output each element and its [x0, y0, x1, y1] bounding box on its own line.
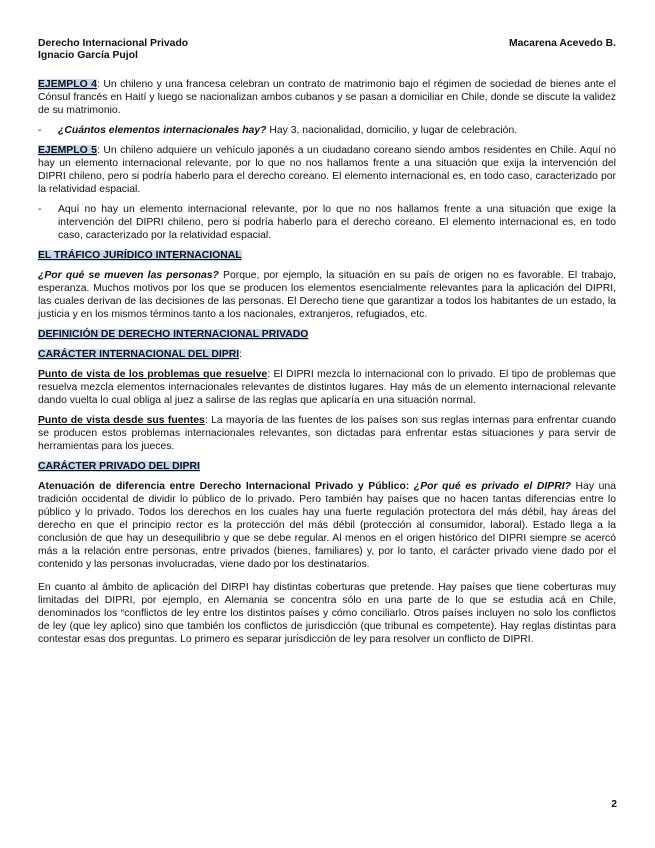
example-4-text: : Un chileno y una francesa celebran un contrato de matrimonio bajo el régimen de sociedad de bienes ante el Cónsul francés en Haití y luego se nacionalizan ambos cubanos y se pasan a domiciliar en Chile, donde se discute la validez de su matrimonio.: [38, 79, 616, 116]
example-5-paragraph: [38, 144, 616, 196]
bullet-text: Aquí no hay un elemento internacional relevante, por lo que no nos hallamos frente a una situación que exige la intervención del DIPRI chileno, pero si podría haberlo para el derecho coreano. El elemento internacional es, en todo caso, caracterizado por la relatividad espacial.: [58, 204, 616, 241]
header-professor: Ignacio García Pujol: [38, 50, 138, 61]
scope-paragraph: En cuanto al ámbito de aplicación del DIRPI hay distintas coberturas que pretende. Hay países que tiene coberturas muy limitadas del DIPRI, por ejemplo, en Alemania se concentra sólo en una parte de lo que se estudia acá en Chile, denominados los “conflictos de ley entre los distintos países y cómo conciliarlo. Otros países incluyen no solo los conflictos de ley (que ley aplico) sino que también los conflictos de jurisdicción (que tribunal es competente). Hay reglas distintas para contestar esas dos preguntas. Lo primero es separar jurisdicción de ley para resolver un conflicto de DIPRI.: [38, 582, 616, 645]
example-4-label: EJEMPLO 4: [38, 79, 97, 90]
bullet-item-relevance: [38, 203, 616, 242]
attenuation-text: Hay una tradición occidental de dividir lo público de lo privado. Pero también hay países que no hacen tantas diferencias entre lo público y lo privado. Todos los derechos en los cuales hay una fuerte regulación protectora del más débil, hay áreas del derecho en que el principio rector es la protección del más débil (protección al consumidor, laboral). Estado llega a la conclusión de que hay un desequilibrio y que se debe regular. Al menos en el origen histórico del DIPRI siempre se acercó más a la relación entre personas, entre privados (bienes, familiares) y, por lo tanto, el carácter privado viene dado por el contenido y las personas involucradas, viene dado por los destinatarios.: [38, 481, 616, 570]
page-header: [38, 38, 616, 62]
attenuation-question: ¿Por qué es privado el DIPRI?: [413, 481, 571, 492]
attenuation-paragraph: [38, 480, 616, 571]
section-heading-trafico: EL TRÁFICO JURÍDICO INTERNACIONAL: [38, 250, 242, 261]
sources-paragraph: [38, 414, 616, 453]
problems-paragraph: [38, 368, 616, 407]
section-heading-privado: CARÁCTER PRIVADO DEL DIPRI: [38, 461, 200, 472]
example-5-text: : Un chileno adquiere un vehículo japonés a un ciudadano coreano siendo ambos residentes en Chile. Aquí no hay un elemento internacional relevante, por lo que no nos hallamos frente a una situación que exija la intervención del DIPRI chileno, pero si podría haberlo para el derecho coreano. El elemento internacional es, en todo caso, caracterizado por la relatividad espacial.: [38, 145, 616, 195]
document-body: [38, 78, 616, 653]
example-4-paragraph: [38, 78, 616, 117]
page-number: 2: [611, 799, 617, 810]
problems-text: : El DIPRI mezcla lo internacional con lo privado. El tipo de problemas que resuelva mezcla elementos internacionales relevantes de distintos lugares. Hay más de un elemento internacional relevante dando vuelta lo cual obliga al juez a salirse de las reglas que aplicaría en una situación normal.: [38, 369, 616, 406]
problems-label: Punto de vista de los problemas que resuelve: [38, 369, 268, 380]
sources-text: : La mayoría de las fuentes de los países son sus reglas internas para enfrentar cuando se producen estos problemas internacionales relevantes, son dictadas para enfrentar estas situaciones y para servir de herramientas para los jueces.: [38, 415, 616, 452]
bullet-dash: -: [38, 204, 42, 215]
example-5-label: EJEMPLO 5: [38, 145, 97, 156]
section-heading-internacional: CARÁCTER INTERNACIONAL DEL DIPRI: [38, 349, 240, 360]
heading-colon: :: [239, 349, 242, 360]
bullet-item-elements: [38, 124, 616, 137]
trafico-text: Porque, por ejemplo, la situación en su país de origen no es favorable. El trabajo, esperanza. Muchos motivos por los que se producen los elementos esencialmente relevantes para la aplicación del DIPRI, las cuales derivan de las decisiones de las personas. El Derecho tiene que garantizar a todos los habitantes de un estado, la justicia y en los mismos términos tanto a los nacionales, extranjeros, refugiados, etc.: [38, 270, 616, 320]
bullet-question: ¿Cuántos elementos internacionales hay?: [58, 125, 267, 136]
bullet-dash: -: [38, 125, 42, 136]
attenuation-label: Atenuación de diferencia entre Derecho Internacional Privado y Público:: [38, 481, 414, 492]
section-heading-definicion: DEFINICIÓN DE DERECHO INTERNACIONAL PRIVADO: [38, 329, 309, 340]
trafico-paragraph: [38, 269, 616, 321]
header-author: Macarena Acevedo B.: [508, 38, 616, 49]
header-subject: Derecho Internacional Privado: [38, 38, 189, 49]
trafico-question: ¿Por qué se mueven las personas?: [38, 270, 219, 281]
sources-label: Punto de vista desde sus fuentes: [38, 415, 205, 426]
bullet-answer: Hay 3, nacionalidad, domicilio, y lugar de celebración.: [266, 125, 518, 136]
